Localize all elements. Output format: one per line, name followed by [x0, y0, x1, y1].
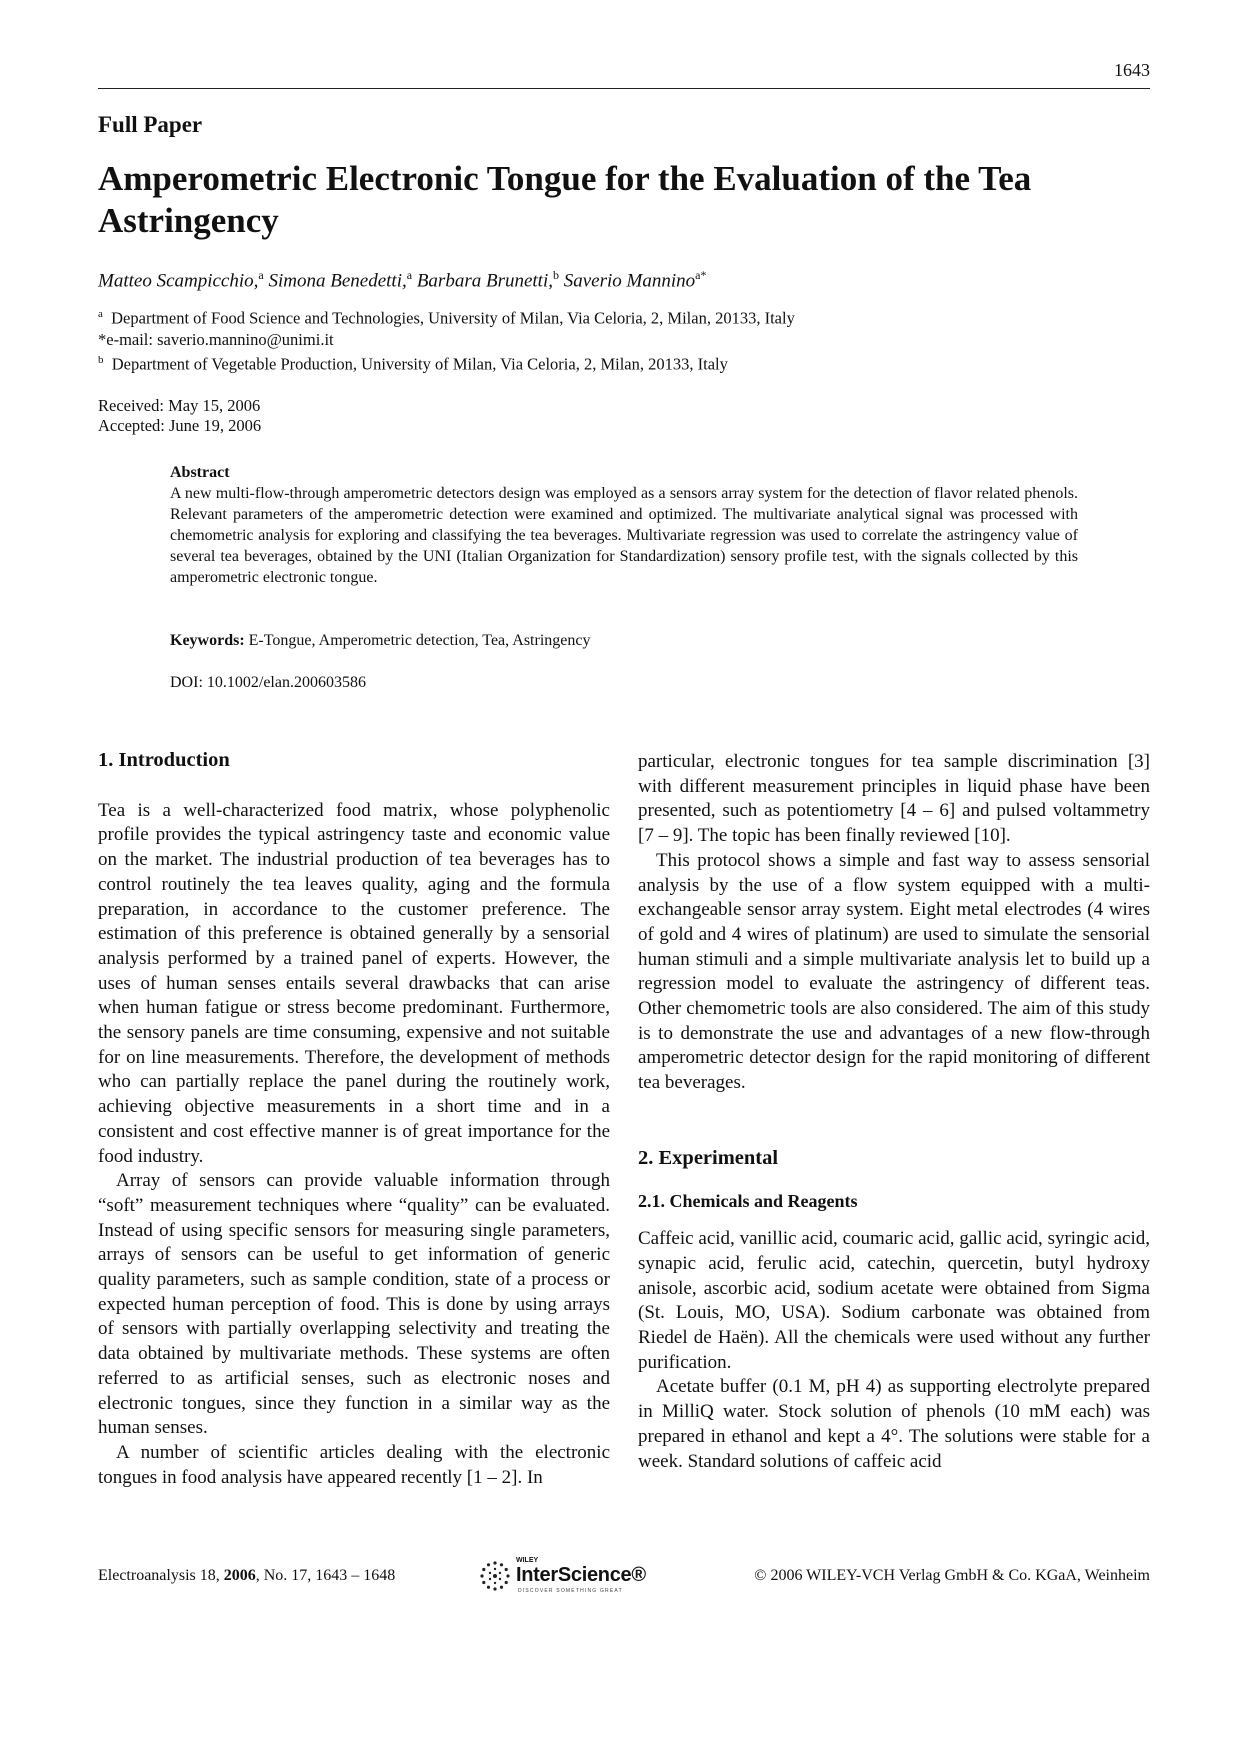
logo-name: InterScience® — [516, 1564, 646, 1586]
affiliation-a — [98, 304, 795, 329]
author-affil-mark: b — [552, 268, 559, 282]
paragraph: Caffeic acid, vanillic acid, coumaric acid, gallic acid, syringic acid, synapic acid, ferulic acid, catechin, quercetin, butyl hydroxy anisole, ascorbic acid, sodium acetate were obtained from Sigma (St. Louis, MO, USA). Sodium carbonate was obtained from Riedel de Haën). All the chemicals were used without any further purification. — [638, 1228, 1150, 1373]
left-column — [98, 748, 610, 1490]
paragraph: Tea is a well-characterized food matrix, whose polyphenolic profile provides the typical astringency taste and economic value on the market. The industrial production of tea beverages has to control routinely the tea leaves quality, aging and the formula preparation, in accordance to the customer preference. The estimation of this preference is obtained generally by a sensorial analysis performed by a trained panel of experts. However, the uses of human senses entails several drawbacks that can arise when human fatigue or stress become predominant. Furthermore, the sensory panels are time consuming, expensive and not suitable for on line measurements. Therefore, the development of methods who can partially replace the panel during the routinely work, achieving objective measurements in a short time and in a consistent and cost effective manner is of great importance for the food industry. — [98, 799, 610, 1167]
author-name: Matteo Scampicchio, — [98, 270, 259, 292]
author-name: Saverio Mannino — [563, 270, 696, 292]
paper-title: Amperometric Electronic Tongue for the Evaluation of the Tea Astringency — [98, 159, 1032, 240]
right-column — [638, 750, 1150, 1474]
introduction-heading: 1. Introduction — [98, 749, 230, 771]
copyright: © 2006 WILEY-VCH Verlag GmbH & Co. KGaA, Weinheim — [754, 1567, 1150, 1584]
author-affil-mark: a — [258, 268, 264, 282]
page-footer — [98, 1557, 1150, 1597]
page-number: 1643 — [1114, 60, 1150, 80]
keywords-label: Keywords: — [170, 632, 245, 649]
paragraph: This protocol shows a simple and fast way to assess sensorial analysis by the use of a flow system equipped with a multi-exchangeable sensor array system. Eight metal electrodes (4 wires of gold and 4 wires of platinum) are used to simulate the sensorial human stimuli and a simple multivariate analysis let to build up a regression model to evaluate the astringency of different teas. Other chemometric tools are also considered. The aim of this study is to demonstrate the use and advantages of a new flow-through amperometric detector design for the rapid monitoring of different tea beverages. — [638, 849, 1150, 1094]
abstract — [170, 462, 1078, 588]
affiliations — [98, 304, 795, 374]
dates — [98, 396, 261, 436]
author-affil-mark: a — [406, 268, 413, 282]
paragraph: A number of scientific articles dealing with the electronic tongues in food analysis have appeared recently [1 – 2]. In — [98, 1441, 610, 1488]
interscience-globe-icon — [478, 1559, 512, 1593]
affil-mark: b — [98, 353, 104, 366]
interscience-logo — [478, 1557, 646, 1595]
author-list — [98, 268, 706, 292]
corresponding-email[interactable]: *e-mail: saverio.mannino@unimi.it — [98, 329, 334, 349]
journal-name: Electroanalysis 18, — [98, 1567, 224, 1584]
affiliation-text: Department of Food Science and Technologies, University of Milan, Via Celoria, 2, Milan, 20133, Italy — [111, 308, 795, 328]
paragraph: Acetate buffer (0.1 M, pH 4) as supporting electrolyte prepared in MilliQ water. Stock solution of phenols (10 mM each) was prepared in ethanol and kept a 4°. The solutions were stable for a week. Standard solutions of caffeic acid — [638, 1376, 1150, 1472]
abstract-heading: Abstract — [170, 464, 230, 481]
keywords — [170, 632, 590, 650]
journal-year: 2006 — [223, 1567, 256, 1584]
logo-brand: WILEY — [516, 1557, 539, 1564]
logo-tagline: DISCOVER SOMETHING GREAT — [518, 1588, 623, 1594]
journal-citation — [98, 1567, 395, 1585]
affiliation-text: Department of Vegetable Production, University of Milan, Via Celoria, 2, Milan, 20133, Italy — [111, 354, 728, 373]
header-rule — [98, 88, 1150, 89]
abstract-text: A new multi-flow-through amperometric detectors design was employed as a sensors array system for the detection of flavor related phenols. Relevant parameters of the amperometric detection were examined and optimized. The multivariate analytical signal was processed with chemometric analysis for exploring and classifying the tea beverages. Multivariate regression was used to correlate the astringency value of several tea beverages, obtained by the UNI (Italian Organization for Standardization) sensory profile test, with the signals collected by this amperometric electronic tongue. — [170, 485, 1078, 586]
keywords-text: E-Tongue, Amperometric detection, Tea, Astringency — [248, 632, 591, 649]
received-date: Received: May 15, 2006 — [98, 396, 261, 415]
affiliation-b — [98, 350, 795, 375]
paragraph: particular, electronic tongues for tea sample discrimination [3] with different measurement principles in liquid phase have been presented, such as potentiometry [4 – 6] and pulsed voltammetry [7 – 9]. The topic has been finally reviewed [10]. — [638, 751, 1150, 847]
accepted-date: Accepted: June 19, 2006 — [98, 416, 262, 435]
author-affil-mark: a* — [695, 268, 707, 282]
author-name: Simona Benedetti, — [268, 270, 407, 292]
experimental-heading: 2. Experimental — [638, 1146, 779, 1169]
chemicals-heading: 2.1. Chemicals and Reagents — [638, 1190, 858, 1211]
journal-issue: , No. 17, 1643 – 1648 — [255, 1567, 396, 1584]
author-name: Barbara Brunetti, — [416, 270, 553, 292]
section-type: Full Paper — [98, 112, 203, 137]
paragraph: Array of sensors can provide valuable information through “soft” measurement techniques where “quality” can be evaluated. Instead of using specific sensors for measuring single parameters, arrays of sensors can be useful to get information of generic quality parameters, such as sample condition, state of a process or expected human perception of food. This is done by using arrays of sensors with partially overlapping selectivity and treating the data obtained by multivariate methods. These systems are often referred to as artificial senses, such as electronic noses and electronic tongues, since they function in a similar way as the human senses. — [98, 1170, 610, 1439]
doi[interactable]: DOI: 10.1002/elan.200603586 — [170, 674, 366, 691]
affil-mark: a — [98, 308, 103, 320]
